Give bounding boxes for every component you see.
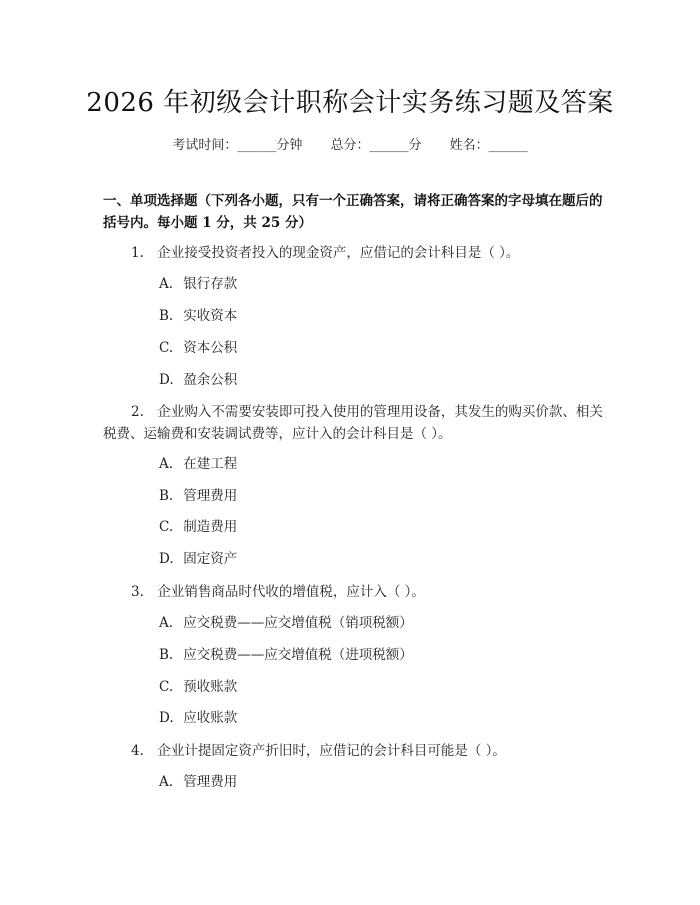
- option-letter: C.: [159, 340, 174, 356]
- option-text: 预收账款: [183, 679, 238, 695]
- question-stem: 1. 企业接受投资者投入的现金资产，应借记的会计科目是（ ）。: [131, 245, 520, 261]
- answer-option: [159, 486, 237, 506]
- total-score-field: 总分：______分: [330, 138, 422, 153]
- question-stem: 4. 企业计提固定资产折旧时，应借记的会计科目可能是（ ）。: [131, 743, 506, 759]
- answer-option: [159, 306, 237, 326]
- option-letter: B.: [159, 308, 174, 324]
- option-text: 管理费用: [183, 774, 238, 790]
- page-title: 2026 年初级会计职称会计实务练习题及答案: [86, 88, 614, 118]
- question-stem: 2. 企业购入不需要安装即可投入使用的管理用设备，其发生的购买价款、相关税费、运输费和安装调试费等，应计入的会计科目是（ ）。: [103, 404, 603, 442]
- answer-option: [159, 645, 413, 665]
- answer-option: [159, 370, 237, 390]
- exam-meta: [0, 134, 700, 153]
- option-letter: A.: [159, 774, 174, 790]
- option-letter: A.: [159, 276, 174, 292]
- option-letter: C.: [159, 519, 174, 535]
- option-letter: B.: [159, 647, 174, 663]
- option-letter: D.: [159, 372, 174, 388]
- section-heading: 一、单项选择题（下列各小题，只有一个正确答案，请将正确答案的字母填在题后的括号内。每小题 1 分，共 25 分）: [103, 193, 603, 231]
- answer-option: [159, 338, 237, 358]
- option-text: 银行存款: [183, 276, 238, 292]
- answer-option: [159, 454, 237, 474]
- option-text: 资本公积: [183, 340, 238, 356]
- option-letter: D.: [159, 551, 174, 567]
- answer-option: [159, 517, 237, 537]
- option-text: 在建工程: [183, 456, 238, 472]
- answer-option: [159, 677, 237, 697]
- question-stem: 3. 企业销售商品时代收的增值税，应计入（ ）。: [131, 584, 425, 600]
- option-text: 盈余公积: [183, 372, 238, 388]
- option-letter: A.: [159, 615, 174, 631]
- exam-time-field: 考试时间：______分钟: [172, 138, 303, 153]
- answer-option: [159, 772, 237, 792]
- option-letter: C.: [159, 679, 174, 695]
- answer-option: [159, 613, 413, 633]
- option-text: 应收账款: [183, 710, 238, 726]
- option-text: 固定资产: [183, 551, 238, 567]
- option-letter: D.: [159, 710, 174, 726]
- answer-option: [159, 549, 237, 569]
- option-text: 制造费用: [183, 519, 238, 535]
- name-field: 姓名：______: [449, 138, 528, 153]
- option-text: 应交税费——应交增值税（进项税额）: [183, 647, 413, 663]
- answer-option: [159, 274, 237, 294]
- option-text: 应交税费——应交增值税（销项税额）: [183, 615, 413, 631]
- option-letter: A.: [159, 456, 174, 472]
- answer-option: [159, 708, 237, 728]
- option-letter: B.: [159, 488, 174, 504]
- option-text: 管理费用: [183, 488, 238, 504]
- option-text: 实收资本: [183, 308, 238, 324]
